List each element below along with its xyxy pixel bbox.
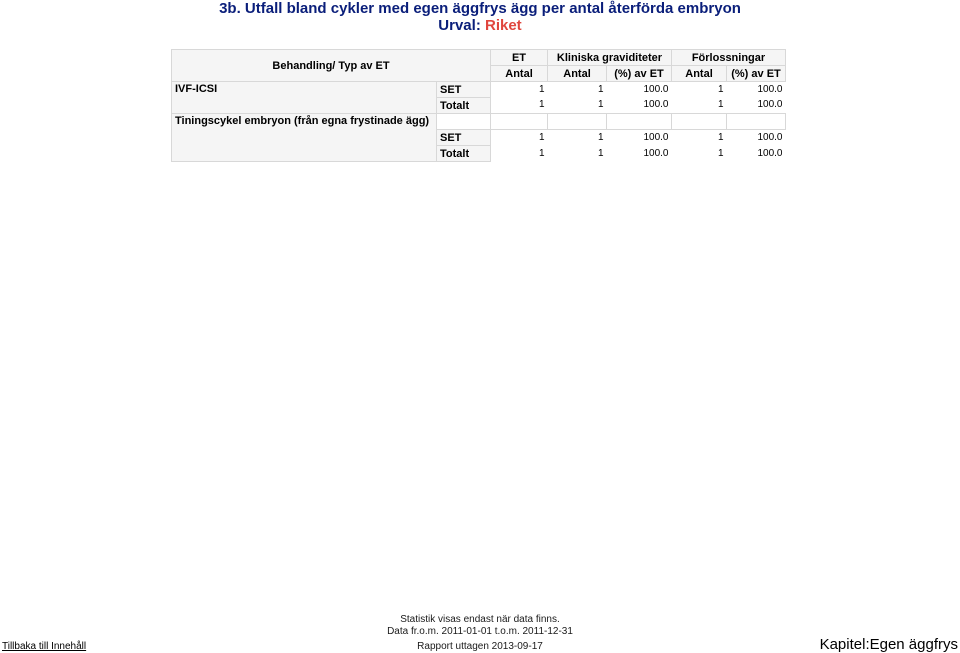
report-title-text: 3b. Utfall bland cykler med egen äggfrys ägg per antal återförda embryon <box>219 0 741 17</box>
blank-cell <box>491 114 548 130</box>
cell-kliniska-antal: 1 <box>597 83 604 95</box>
cell-forl-pct: 100.0 <box>757 99 783 111</box>
cell-forl-pct: 100.0 <box>757 83 783 95</box>
blank-cell <box>548 114 607 130</box>
table-row <box>172 114 786 130</box>
blank-cell <box>672 114 727 130</box>
cell-forl-antal: 1 <box>717 147 724 159</box>
cell-forl-pct: 100.0 <box>757 147 783 159</box>
cell-kliniska-antal: 1 <box>597 99 604 111</box>
cell-forl-antal: 1 <box>717 99 724 111</box>
back-to-contents-link[interactable]: Tillbaka till Innehåll <box>2 641 87 652</box>
cell-kliniska-pct: 100.0 <box>643 131 669 143</box>
cell-et-antal: 1 <box>538 147 545 159</box>
footer-date-range: Data fr.o.m. 2011-01-01 t.o.m. 2011-12-31 <box>387 626 573 637</box>
row-type: Totalt <box>437 146 491 162</box>
cell-forl-antal: 1 <box>717 83 724 95</box>
cell-forl-antal: 1 <box>717 131 724 143</box>
group-label-ivf-icsi: IVF-ICSI <box>172 82 437 114</box>
cell-kliniska-antal: 1 <box>597 131 604 143</box>
sub-header-et-antal: Antal <box>491 66 548 82</box>
row-type: SET <box>437 130 491 146</box>
sub-header-kliniska-antal: Antal <box>548 66 607 82</box>
urval-label: Urval: <box>438 17 481 34</box>
blank-cell <box>727 114 786 130</box>
group-header-kliniska: Kliniska graviditeter <box>548 50 672 66</box>
cell-et-antal: 1 <box>538 131 545 143</box>
cell-kliniska-pct: 100.0 <box>643 83 669 95</box>
report-title <box>0 0 960 34</box>
sub-header-forl-antal: Antal <box>672 66 727 82</box>
sub-header-forl-pct: (%) av ET <box>727 66 786 82</box>
table-row <box>172 82 786 98</box>
urval-line <box>0 17 960 34</box>
cell-forl-pct: 100.0 <box>757 131 783 143</box>
sub-header-kliniska-pct: (%) av ET <box>607 66 672 82</box>
group-header-et: ET <box>491 50 548 66</box>
group-header-row <box>172 50 786 66</box>
group-label-tiningscykel: Tiningscykel embryon (från egna frystinade ägg) <box>172 114 437 162</box>
urval-value: Riket <box>485 17 522 34</box>
footer-note: Statistik visas endast när data finns. <box>400 614 560 625</box>
cell-kliniska-antal: 1 <box>597 147 604 159</box>
group-header-forlossningar: Förlossningar <box>672 50 786 66</box>
cell-et-antal: 1 <box>538 99 545 111</box>
results-table <box>171 49 786 162</box>
corner-header: Behandling/ Typ av ET <box>172 50 491 82</box>
blank-cell <box>437 114 491 130</box>
cell-kliniska-pct: 100.0 <box>643 147 669 159</box>
chapter-label: Kapitel:Egen äggfrys <box>819 636 958 653</box>
row-type: Totalt <box>437 98 491 114</box>
cell-kliniska-pct: 100.0 <box>643 99 669 111</box>
blank-cell <box>607 114 672 130</box>
row-type: SET <box>437 82 491 98</box>
footer-report-date: Rapport uttagen 2013-09-17 <box>417 641 543 652</box>
cell-et-antal: 1 <box>538 83 545 95</box>
